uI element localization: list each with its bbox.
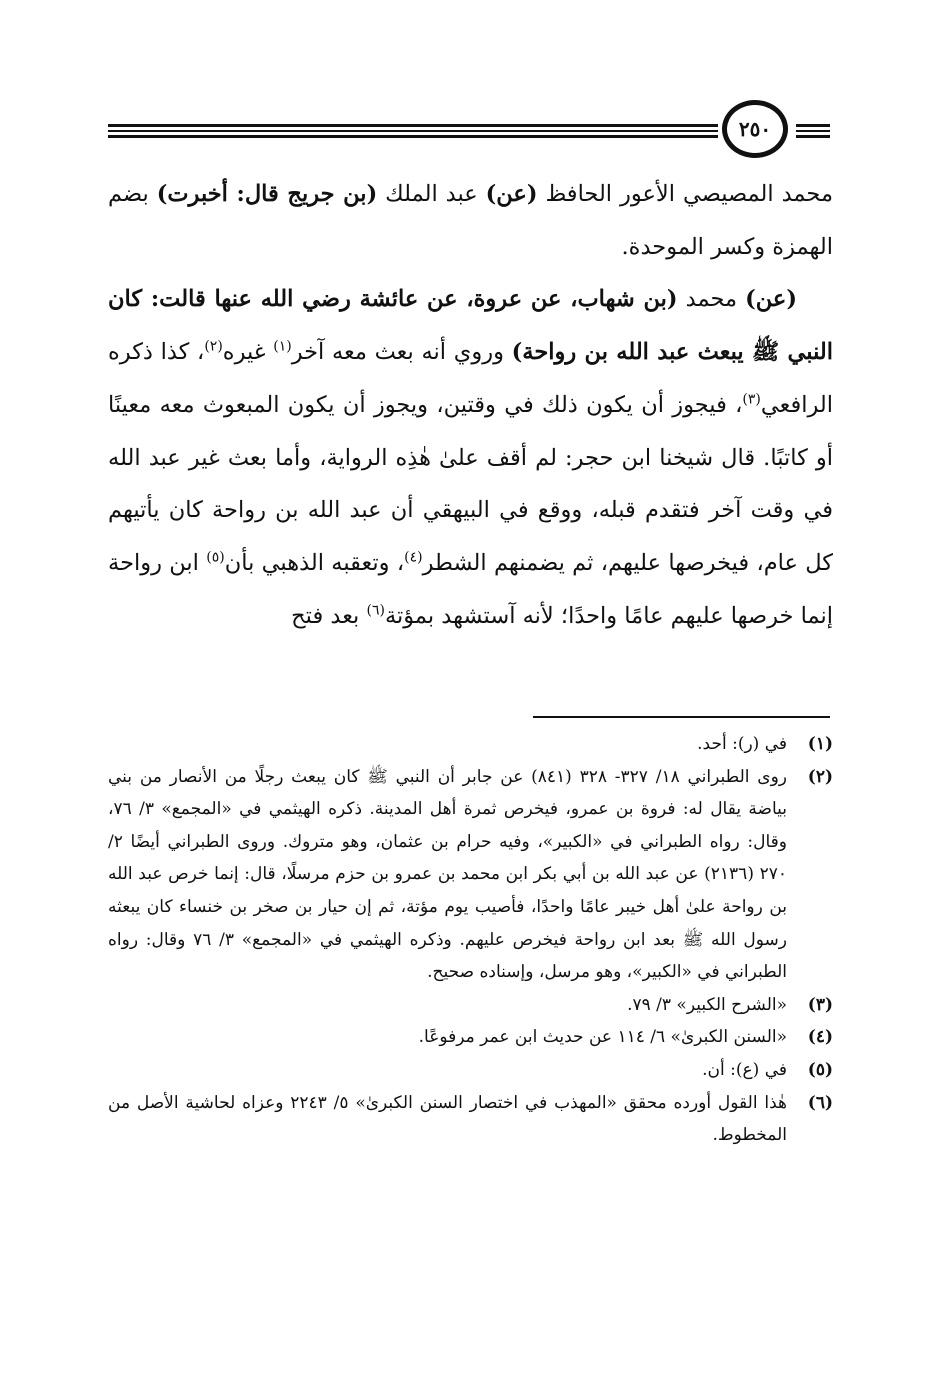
footnote-text: «الشرح الكبير» ٣/ ٧٩. bbox=[627, 994, 787, 1015]
header-rule bbox=[108, 130, 718, 132]
text-run: عبد الملك bbox=[377, 181, 486, 207]
text-run: وروي أنه بعث معه آخر bbox=[291, 339, 512, 366]
footnote-number: (٥) bbox=[807, 1059, 833, 1080]
text-run: ، كذا ذكره الرافعي bbox=[108, 339, 833, 418]
main-text bbox=[108, 168, 833, 642]
footnote-text: «السنن الكبرىٰ» ٦/ ١١٤ عن حديث ابن عمر مرفوعًا. bbox=[418, 1027, 787, 1048]
footnote-ref: (٣) bbox=[742, 391, 761, 408]
footnote-number: (٦) bbox=[807, 1092, 833, 1113]
page-number-badge bbox=[722, 100, 788, 158]
footnote-text: هٰذا القول أورده محقق «المهذب في اختصار السنن الكبرىٰ» ٥/ ٢٢٤٣ وعزاه لحاشية الأصل من المخطوط. bbox=[108, 1092, 787, 1146]
footnote-number: (١) bbox=[807, 734, 833, 754]
footnote bbox=[108, 728, 833, 761]
footnote bbox=[108, 761, 833, 989]
header-rule bbox=[108, 124, 718, 127]
bold-text: (عن) bbox=[745, 286, 797, 313]
footnote-number: (٣) bbox=[807, 994, 833, 1015]
footnote bbox=[108, 1021, 833, 1054]
text-run: ، وتعقبه الذهبي بأن bbox=[224, 549, 405, 576]
footnote bbox=[108, 1087, 833, 1152]
text-run: بعد فتح bbox=[291, 602, 367, 629]
bold-text: (عن) bbox=[485, 181, 538, 207]
paragraph bbox=[108, 273, 833, 642]
header-rule bbox=[796, 135, 830, 138]
footnote-ref: (٤) bbox=[404, 549, 423, 566]
bold-text: (بن جريج قال: أخبرت) bbox=[156, 181, 378, 207]
footnotes bbox=[108, 728, 833, 1152]
footnote-number: (٤) bbox=[807, 1027, 833, 1048]
header-rule bbox=[796, 130, 830, 132]
bold-text: (بن شهاب، عن عروة، عن عائشة رضي الله عنها قالت: كان النبي ﷺ يبعث عبد الله بن رواحة) bbox=[108, 286, 833, 366]
page-number: ٢٥٠ bbox=[738, 117, 772, 141]
footnote-text: في (ر): أحد. bbox=[697, 734, 787, 754]
text-run: محمد bbox=[677, 286, 746, 313]
footnote bbox=[108, 1054, 833, 1087]
footnote-ref: (١) bbox=[273, 338, 292, 355]
footnote-text: في (ع): أن. bbox=[702, 1059, 787, 1080]
text-run: غيره bbox=[222, 339, 274, 366]
footnote-number: (٢) bbox=[807, 766, 833, 787]
header-rule bbox=[796, 124, 830, 127]
text-run: بضم الهمزة وكسر الموحدة. bbox=[108, 181, 833, 260]
footnote-ref: (٦) bbox=[366, 602, 385, 619]
footnote bbox=[108, 989, 833, 1022]
text-run: ابن رواحة إنما خرصها عليهم عامًا واحدًا؛ لأنه آستشهد بمؤتة bbox=[108, 549, 833, 629]
paragraph bbox=[108, 168, 833, 273]
header-rule bbox=[108, 135, 718, 138]
text-run: محمد المصيصي الأعور الحافظ bbox=[537, 181, 833, 207]
footnote-text: روى الطبراني ١٨/ ٣٢٧- ٣٢٨ (٨٤١) عن جابر أن النبي ﷺ كان يبعث رجلًا من الأنصار من بني بياضة يقال له: فروة بن عمرو، فيخرص ثمرة أهل المدينة. ذكره الهيثمي في «المجمع» ٣/ ٧٦، وقال: رواه الطبراني في «الكبير»، وفيه حرام بن عثمان، وهو متروك. وروى الطبراني أيضًا ٢/ ٢٧٠ (٢١٣٦) عن عبد الله بن أبي بكر ابن محمد بن عمرو بن حزم مرسلًا، قال: إنما خرص عبد الله بن رواحة علىٰ أهل خيبر عامًا واحدًا، فأصيب يوم مؤتة، ثم إن حيار بن صخر بن خنساء كان يبعثه رسول الله ﷺ بعد ابن رواحة فيخرص عليهم. وذكره الهيثمي في «المجمع» ٣/ ٧٦ وقال: رواه الطبراني في «الكبير»، وهو مرسل، وإسناده صحيح. bbox=[108, 766, 787, 983]
page-header bbox=[108, 100, 830, 164]
footnote-separator bbox=[533, 716, 830, 718]
footnote-ref: (٢) bbox=[204, 338, 223, 355]
footnote-ref: (٥) bbox=[206, 549, 225, 566]
text-run: ، فيجوز أن يكون ذلك في وقتين، ويجوز أن يكون المبعوث معه معينًا أو كاتبًا. قال شيخنا ابن حجر: لم أقف علىٰ هٰذِه الرواية، وأما بعث غير عبد الله في وقت آخر فتقدم قبله، ووقع في البيهقي أن عبد الله بن رواحة كان يأتيهم كل عام، فيخرصها عليهم، ثم يضمنهم الشطر bbox=[108, 391, 833, 576]
